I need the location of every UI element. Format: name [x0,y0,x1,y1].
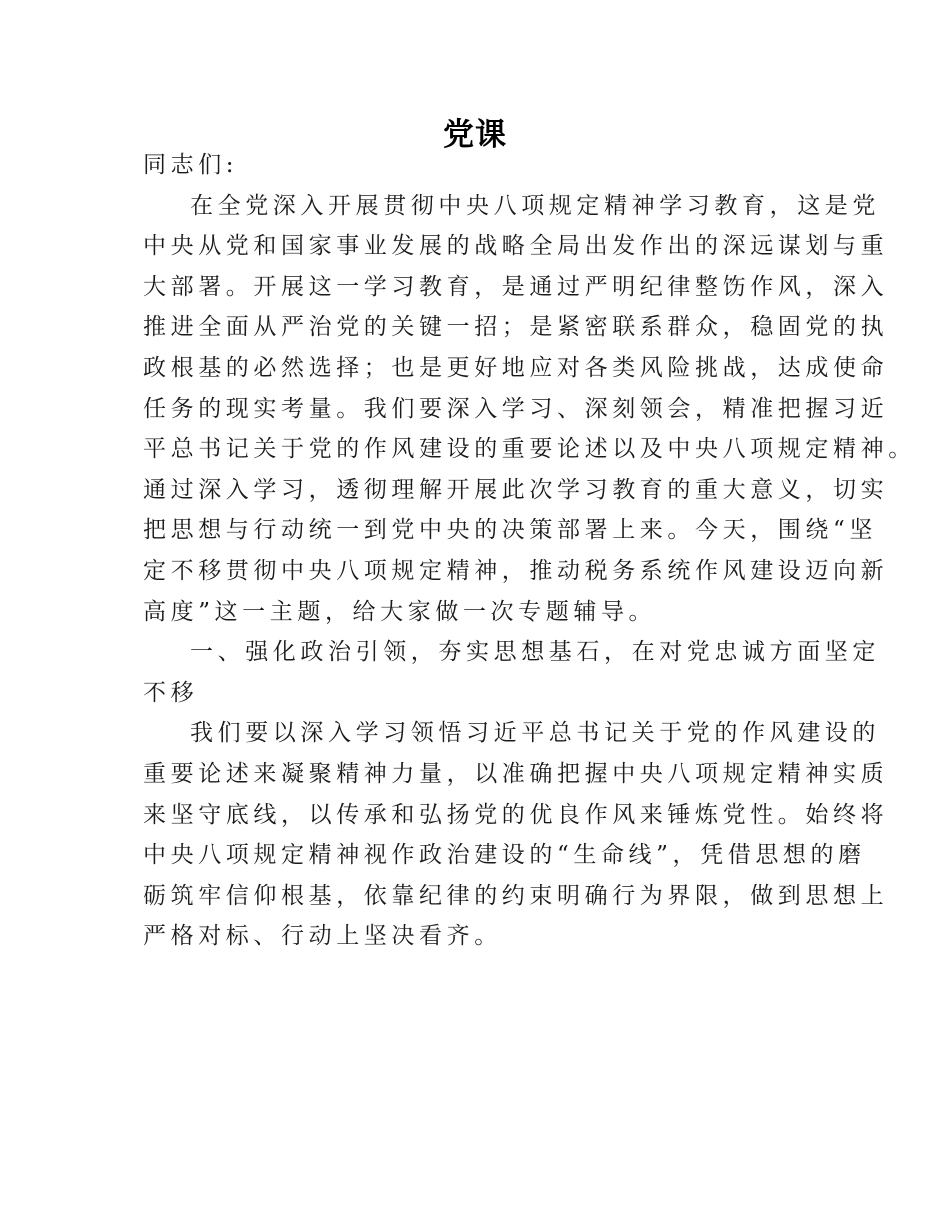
paragraph-line: 砺筑牢信仰根基，依靠纪律的约束明确行为界限，做到思想上 [143,882,889,909]
paragraph-line: 推进全面从严治党的关键一招；是紧密联系群众，稳固党的执 [143,314,889,341]
paragraph-line: 把思想与行动统一到党中央的决策部署上来。今天，围绕“坚 [143,517,877,544]
paragraph-line: 政根基的必然选择；也是更好地应对各类风险挑战，达成使命 [143,354,889,381]
paragraph-line: 大部署。开展这一学习教育，是通过严明纪律整饬作风，深入 [143,273,889,300]
section-heading-1 [143,632,880,713]
paragraph-line: 严格对标、行动上坚决看齐。 [143,923,502,950]
paragraph-intro [143,186,916,633]
paragraph-line: 高度”这一主题，给大家做一次专题辅导。 [143,598,657,625]
document-title: 党课 [443,117,507,153]
heading-line: 一、强化政治引领，夯实思想基石，在对党忠诚方面坚定 [190,639,880,666]
paragraph-line: 来坚守底线，以传承和弘扬党的优良作风来锤炼党性。始终将 [143,801,889,828]
heading-line: 不移 [143,679,199,706]
paragraph-line: 定不移贯彻中央八项规定精神，推动税务系统作风建设迈向新 [143,557,889,584]
paragraph-line: 在全党深入开展贯彻中央八项规定精神学习教育，这是党 [190,192,880,219]
paragraph-line: 中央八项规定精神视作政治建设的“生命线”，凭借思想的磨 [143,842,866,869]
document-body [143,145,916,957]
paragraph-line: 通过深入学习，透彻理解开展此次学习教育的重大意义，切实 [143,476,889,503]
salutation: 同志们: [143,152,239,178]
paragraph-line: 任务的现实考量。我们要深入学习、深刻领会，精准把握习近 [143,395,889,422]
paragraph-line: 平总书记关于党的作风建设的重要论述以及中央八项规定精神。 [143,436,916,463]
paragraph-line: 中央从党和国家事业发展的战略全局出发作出的深远谋划与重 [143,233,889,260]
paragraph-line: 我们要以深入学习领悟习近平总书记关于党的作风建设的 [190,720,880,747]
paragraph-line: 重要论述来凝聚精神力量，以准确把握中央八项规定精神实质 [143,760,889,787]
paragraph-section-1 [143,713,889,957]
